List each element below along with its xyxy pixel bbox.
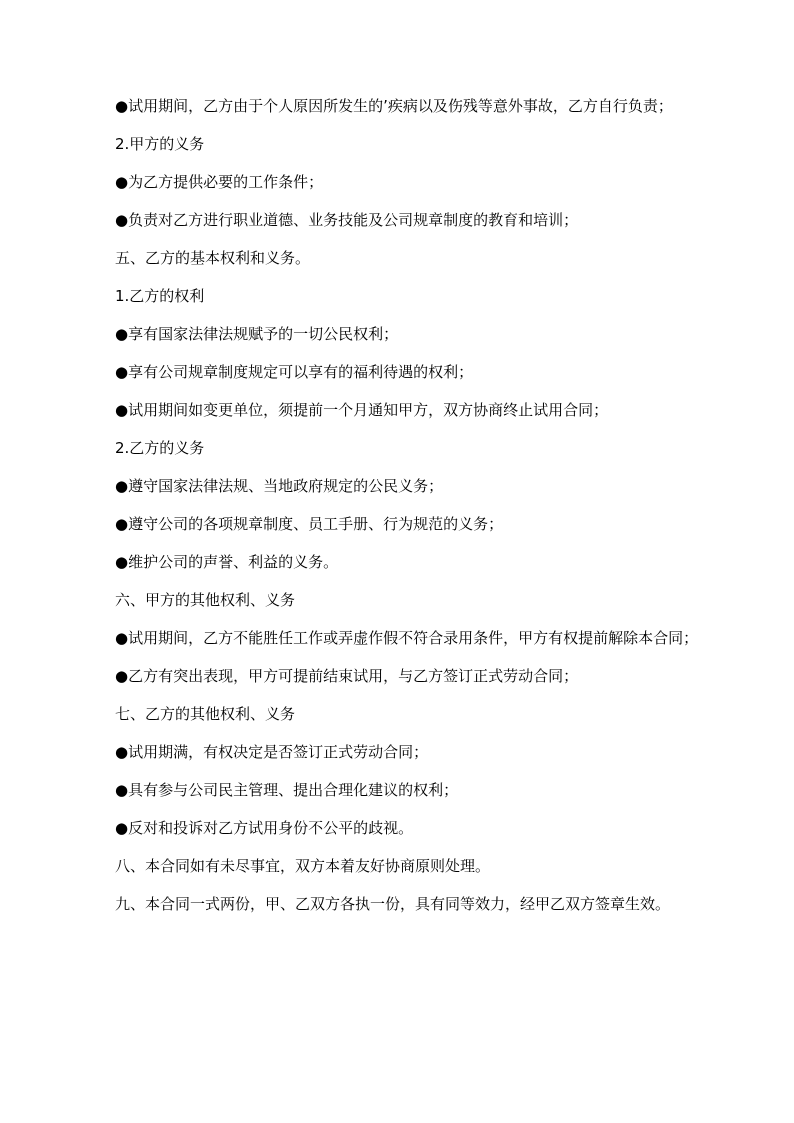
paragraph: ●遵守国家法律法规、当地政府规定的公民义务； — [115, 477, 444, 495]
section-heading: 五、乙方的基本权利和义务。 — [115, 249, 311, 267]
section-heading: 六、甲方的其他权利、义务 — [115, 591, 296, 609]
document-body — [85, 94, 705, 916]
paragraph: 2.甲方的义务 — [115, 135, 205, 153]
paragraph: ●享有国家法律法规赋予的一切公民权利； — [115, 325, 399, 343]
subsection-heading: 1.乙方的权利 — [115, 287, 205, 305]
paragraph: ●乙方有突出表现，甲方可提前结束试用，与乙方签订正式劳动合同； — [115, 667, 579, 685]
paragraph: ●试用期间，乙方由于个人原因所发生的’疾病以及伤残等意外事故，乙方自行负责； — [115, 97, 673, 115]
section-heading: 八、本合同如有未尽事宜，双方本着友好协商原则处理。 — [115, 857, 491, 875]
paragraph: ●反对和投诉对乙方试用身份不公平的歧视。 — [115, 819, 414, 837]
paragraph: ●遵守公司的各项规章制度、员工手册、行为规范的义务； — [115, 515, 504, 533]
paragraph: ●具有参与公司民主管理、提出合理化建议的权利； — [115, 781, 459, 799]
section-heading: 七、乙方的其他权利、义务 — [115, 705, 296, 723]
paragraph: ●为乙方提供必要的工作条件； — [115, 173, 324, 191]
paragraph: ●试用期间如变更单位，须提前一个月通知甲方，双方协商终止试用合同； — [115, 401, 609, 419]
paragraph: ●试用期间，乙方不能胜任工作或弄虚作假不符合录用条件，甲方有权提前解除本合同； — [115, 629, 699, 647]
paragraph: ●试用期满，有权决定是否签订正式劳动合同； — [115, 743, 429, 761]
paragraph: ●负责对乙方进行职业道德、业务技能及公司规章制度的教育和培训； — [115, 211, 579, 229]
subsection-heading: 2.乙方的义务 — [115, 439, 205, 457]
paragraph: ●维护公司的声誉、利益的义务。 — [115, 553, 339, 571]
paragraph: ●享有公司规章制度规定可以享有的福利待遇的权利； — [115, 363, 474, 381]
section-heading: 九、本合同一式两份，甲、乙双方各执一份，具有同等效力，经甲乙双方签章生效。 — [115, 895, 671, 913]
